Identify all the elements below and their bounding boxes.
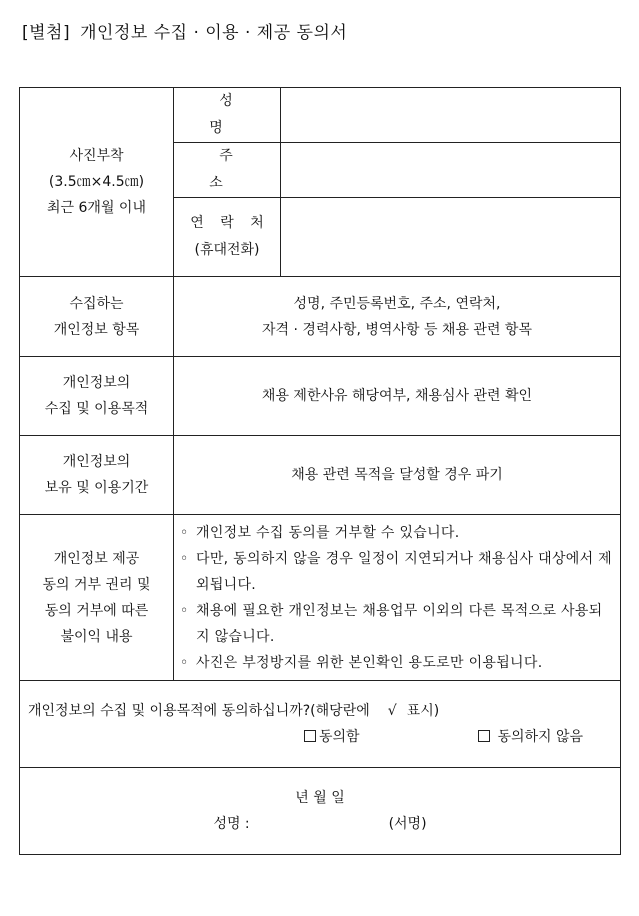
address-label: 주 소 <box>209 148 255 191</box>
consent-question-text: 개인정보의 수집 및 이용목적에 동의하십니까?(해당란에 <box>28 703 370 719</box>
consent-form-table <box>19 87 621 855</box>
refusal-note <box>180 520 614 546</box>
bullet-icon: ◦ <box>180 654 189 671</box>
items-value-line1: 성명, 주민등록번호, 주소, 연락처, <box>293 295 501 312</box>
address-label-cell <box>174 143 281 198</box>
purpose-label-line2: 수집 및 이용목적 <box>44 401 149 417</box>
contact-field[interactable] <box>281 198 621 277</box>
agree-label: 동의함 <box>319 729 360 745</box>
consent-cell <box>20 681 621 768</box>
purpose-value-cell <box>174 357 621 436</box>
bullet-icon: ◦ <box>180 602 189 619</box>
bullet-icon: ◦ <box>180 524 189 541</box>
name-field[interactable] <box>281 88 621 143</box>
refusal-label-line3: 동의 거부에 따른 <box>44 602 149 619</box>
document-title <box>22 18 347 43</box>
items-label-line2: 개인정보 항목 <box>53 321 140 338</box>
photo-label: 사진부착 <box>69 148 124 164</box>
disagree-label: 동의하지 않음 <box>497 729 584 745</box>
items-label-cell <box>20 277 174 357</box>
retention-label-cell <box>20 436 174 515</box>
address-field[interactable] <box>281 143 621 198</box>
refusal-notes-list <box>174 516 620 680</box>
signature-line <box>20 811 620 837</box>
contact-sub-label: (휴대전화) <box>194 242 260 258</box>
refusal-notes-cell <box>174 515 621 681</box>
retention-label-line2: 보유 및 이용기간 <box>44 480 149 496</box>
refusal-label-line4: 불이익 내용 <box>60 628 133 645</box>
photo-size: (3.5㎝×4.5㎝) <box>48 174 145 190</box>
refusal-note-text: 채용에 필요한 개인정보는 채용업무 이외의 다른 목적으로 사용되지 않습니다. <box>196 602 603 645</box>
purpose-value: 채용 제한사유 해당여부, 채용심사 관련 확인 <box>261 388 533 404</box>
checkmark-icon: √ <box>387 703 397 719</box>
refusal-label-cell <box>20 515 174 681</box>
photo-area <box>20 88 174 277</box>
disagree-checkbox[interactable] <box>478 730 490 742</box>
agree-checkbox[interactable] <box>304 730 316 742</box>
name-label: 성 명 <box>209 93 255 136</box>
retention-value: 채용 관련 목적을 달성할 경우 파기 <box>291 467 503 483</box>
signer-name-label: 성명 : <box>213 816 250 832</box>
sign-label: (서명) <box>388 816 427 832</box>
items-value-cell <box>174 277 621 357</box>
date-line: 년 월 일 <box>295 790 345 806</box>
items-label-line1: 수집하는 <box>69 295 124 312</box>
signature-cell <box>20 768 621 855</box>
purpose-label-cell <box>20 357 174 436</box>
contact-label-cell <box>174 198 281 277</box>
refusal-note <box>180 650 614 676</box>
refusal-label-line1: 개인정보 제공 <box>53 550 140 567</box>
consent-options <box>20 724 620 750</box>
refusal-note-text: 개인정보 수집 동의를 거부할 수 있습니다. <box>196 524 460 541</box>
disagree-option[interactable] <box>478 724 583 750</box>
contact-label: 연 락 처 <box>190 215 270 231</box>
purpose-label-line1: 개인정보의 <box>62 375 131 391</box>
consent-question-suffix: 표시) <box>406 703 440 719</box>
consent-question <box>20 698 620 724</box>
agree-option[interactable] <box>304 724 360 750</box>
refusal-note-text: 사진은 부정방지를 위한 본인확인 용도로만 이용됩니다. <box>196 654 543 671</box>
items-value-line2: 자격 · 경력사항, 병역사항 등 채용 관련 항목 <box>262 321 532 338</box>
refusal-label-line2: 동의 거부 권리 및 <box>42 576 151 593</box>
retention-value-cell <box>174 436 621 515</box>
retention-label-line1: 개인정보의 <box>62 454 131 470</box>
refusal-note <box>180 546 614 598</box>
bullet-icon: ◦ <box>180 550 189 567</box>
name-label-cell <box>174 88 281 143</box>
title-text: 개인정보 수집 · 이용 · 제공 동의서 <box>80 23 348 43</box>
attachment-tag: [별첨] <box>22 23 71 43</box>
refusal-note-text: 다만, 동의하지 않을 경우 일정이 지연되거나 채용심사 대상에서 제외됩니다. <box>196 550 612 593</box>
photo-recency: 최근 6개월 이내 <box>47 200 146 216</box>
refusal-note <box>180 598 614 650</box>
